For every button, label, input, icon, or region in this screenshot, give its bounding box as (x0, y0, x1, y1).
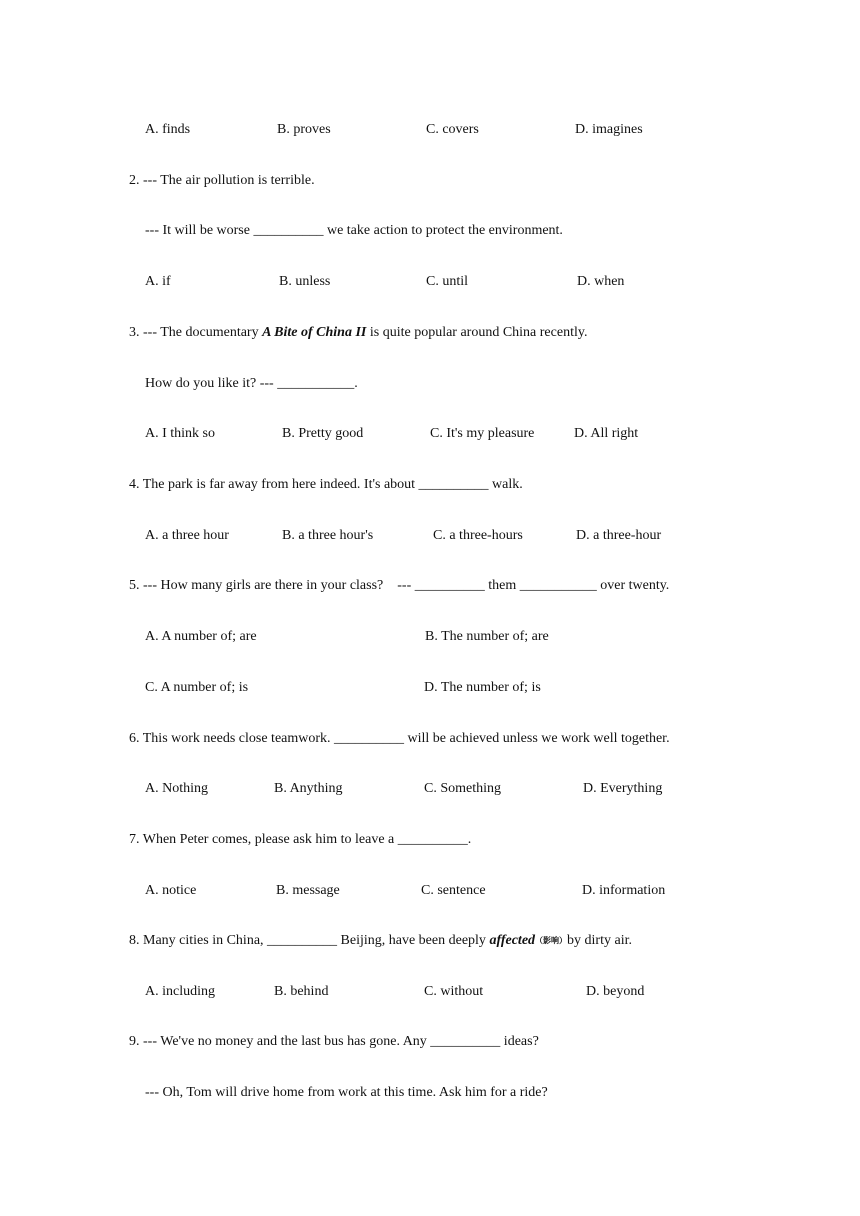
q1-option-d: D. imagines (575, 122, 643, 137)
q9-stem: 9. --- We've no money and the last bus has gone. Any __________ ideas? (129, 1034, 539, 1049)
q8-option-c: C. without (424, 984, 484, 999)
q5-option-b: B. The number of; are (425, 629, 549, 644)
q6-stem: 6. This work needs close teamwork. __________ will be achieved unless we work well together. (129, 731, 670, 746)
q8-stem-pre: 8. Many cities in China, __________ Beijing, have been deeply (129, 933, 490, 948)
q8-option-b: B. behind (274, 984, 329, 999)
q1-option-a: A. finds (145, 122, 191, 137)
q2-stem: 2. --- The air pollution is terrible. (129, 173, 315, 188)
q3-documentary-title: A Bite of China II (262, 325, 367, 340)
q2-option-c: C. until (426, 274, 469, 289)
q3-stem-pre: 3. --- The documentary (129, 325, 263, 340)
q2-option-b: B. unless (279, 274, 331, 289)
q4-option-a: A. a three hour (145, 528, 229, 543)
q7-stem: 7. When Peter comes, please ask him to leave a __________. (129, 832, 472, 847)
q7-option-a: A. notice (145, 883, 197, 898)
q8-option-a: A. including (145, 984, 215, 999)
q4-option-d: D. a three-hour (576, 528, 662, 543)
q8-option-d: D. beyond (586, 984, 645, 999)
q2-option-a: A. if (145, 274, 171, 289)
q8-chinese-note: （影响） (535, 936, 568, 945)
q5-option-d: D. The number of; is (424, 680, 541, 695)
q5-option-a: A. A number of; are (145, 629, 257, 644)
q1-option-c: C. covers (426, 122, 479, 137)
q8-stem (129, 932, 632, 950)
q3-option-a: A. I think so (145, 426, 215, 441)
q7-option-b: B. message (276, 883, 340, 898)
q6-option-c: C. Something (424, 781, 502, 796)
q6-option-b: B. Anything (274, 781, 343, 796)
q5-stem: 5. --- How many girls are there in your class? --- __________ them ___________ over twenty. (129, 578, 670, 593)
q9-response: --- Oh, Tom will drive home from work at this time. Ask him for a ride? (145, 1085, 548, 1100)
q3-stem-post: is quite popular around China recently. (366, 325, 588, 340)
q3-option-b: B. Pretty good (282, 426, 364, 441)
q7-option-d: D. information (582, 883, 666, 898)
q2-option-d: D. when (577, 274, 625, 289)
q6-option-a: A. Nothing (145, 781, 208, 796)
q5-option-c: C. A number of; is (145, 680, 249, 695)
q2-response: --- It will be worse __________ we take action to protect the environment. (145, 223, 563, 238)
q8-keyword: affected (489, 933, 536, 948)
q4-option-b: B. a three hour's (282, 528, 374, 543)
q1-option-b: B. proves (277, 122, 331, 137)
q3-stem (129, 324, 587, 342)
q4-stem: 4. The park is far away from here indeed. It's about __________ walk. (129, 477, 523, 492)
q3-response: How do you like it? --- ___________. (145, 376, 358, 391)
q3-option-d: D. All right (574, 426, 639, 441)
q8-stem-post: by dirty air. (567, 933, 632, 948)
q7-option-c: C. sentence (421, 883, 486, 898)
q3-option-c: C. It's my pleasure (430, 426, 535, 441)
q6-option-d: D. Everything (583, 781, 663, 796)
q4-option-c: C. a three-hours (433, 528, 523, 543)
